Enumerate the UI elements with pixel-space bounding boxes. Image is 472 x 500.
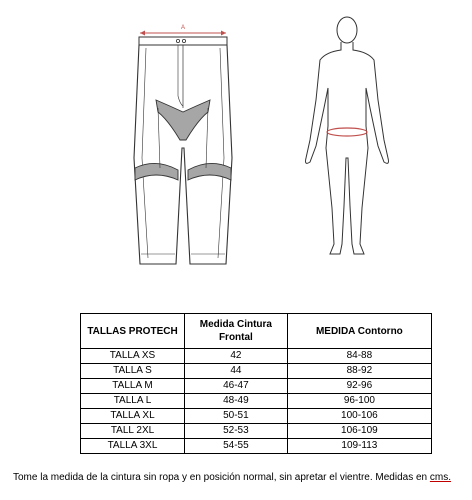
head	[337, 17, 357, 43]
table-header-row	[81, 314, 432, 349]
table-row	[81, 439, 432, 454]
waist-cell: 50-51	[185, 409, 288, 424]
contour-cell: 92-96	[287, 379, 431, 394]
waist-measure-arrow	[140, 25, 226, 36]
measure-label: A	[181, 25, 186, 31]
waist-cell: 54-55	[185, 439, 288, 454]
contour-cell: 96-100	[287, 394, 431, 409]
waist-cell: 52-53	[185, 424, 288, 439]
contour-cell: 109-113	[287, 439, 431, 454]
header-size: TALLAS PROTECH	[81, 314, 185, 349]
header-contour: MEDIDA Contorno	[287, 314, 431, 349]
contour-cell: 88-92	[287, 364, 431, 379]
note-text: Tome la medida de la cintura sin ropa y en posición normal, sin apretar el vientre. Medidas en	[13, 472, 430, 483]
size-cell: TALLA M	[81, 379, 185, 394]
size-cell: TALLA S	[81, 364, 185, 379]
waist-cell: 44	[185, 364, 288, 379]
contour-cell: 84-88	[287, 349, 431, 364]
body-diagram	[290, 8, 410, 270]
size-cell: TALLA L	[81, 394, 185, 409]
table-row	[81, 364, 432, 379]
measurement-note	[13, 471, 465, 485]
body-outline	[306, 42, 389, 254]
note-units: cms.	[429, 472, 451, 483]
table-row	[81, 394, 432, 409]
size-cell: TALLA XS	[81, 349, 185, 364]
table-row	[81, 349, 432, 364]
waistband	[139, 37, 227, 45]
size-cell: TALLA 3XL	[81, 439, 185, 454]
contour-cell: 106-109	[287, 424, 431, 439]
size-cell: TALLA XL	[81, 409, 185, 424]
waist-cell: 46-47	[185, 379, 288, 394]
table-row	[81, 424, 432, 439]
table-row	[81, 409, 432, 424]
size-table	[80, 313, 432, 454]
waist-measure-band	[327, 128, 367, 136]
waist-cell: 42	[185, 349, 288, 364]
table-row	[81, 379, 432, 394]
header-waist: Medida Cintura Frontal	[185, 314, 288, 349]
pants-diagram	[118, 8, 248, 270]
size-cell: TALL 2XL	[81, 424, 185, 439]
waist-cell: 48-49	[185, 394, 288, 409]
contour-cell: 100-106	[287, 409, 431, 424]
